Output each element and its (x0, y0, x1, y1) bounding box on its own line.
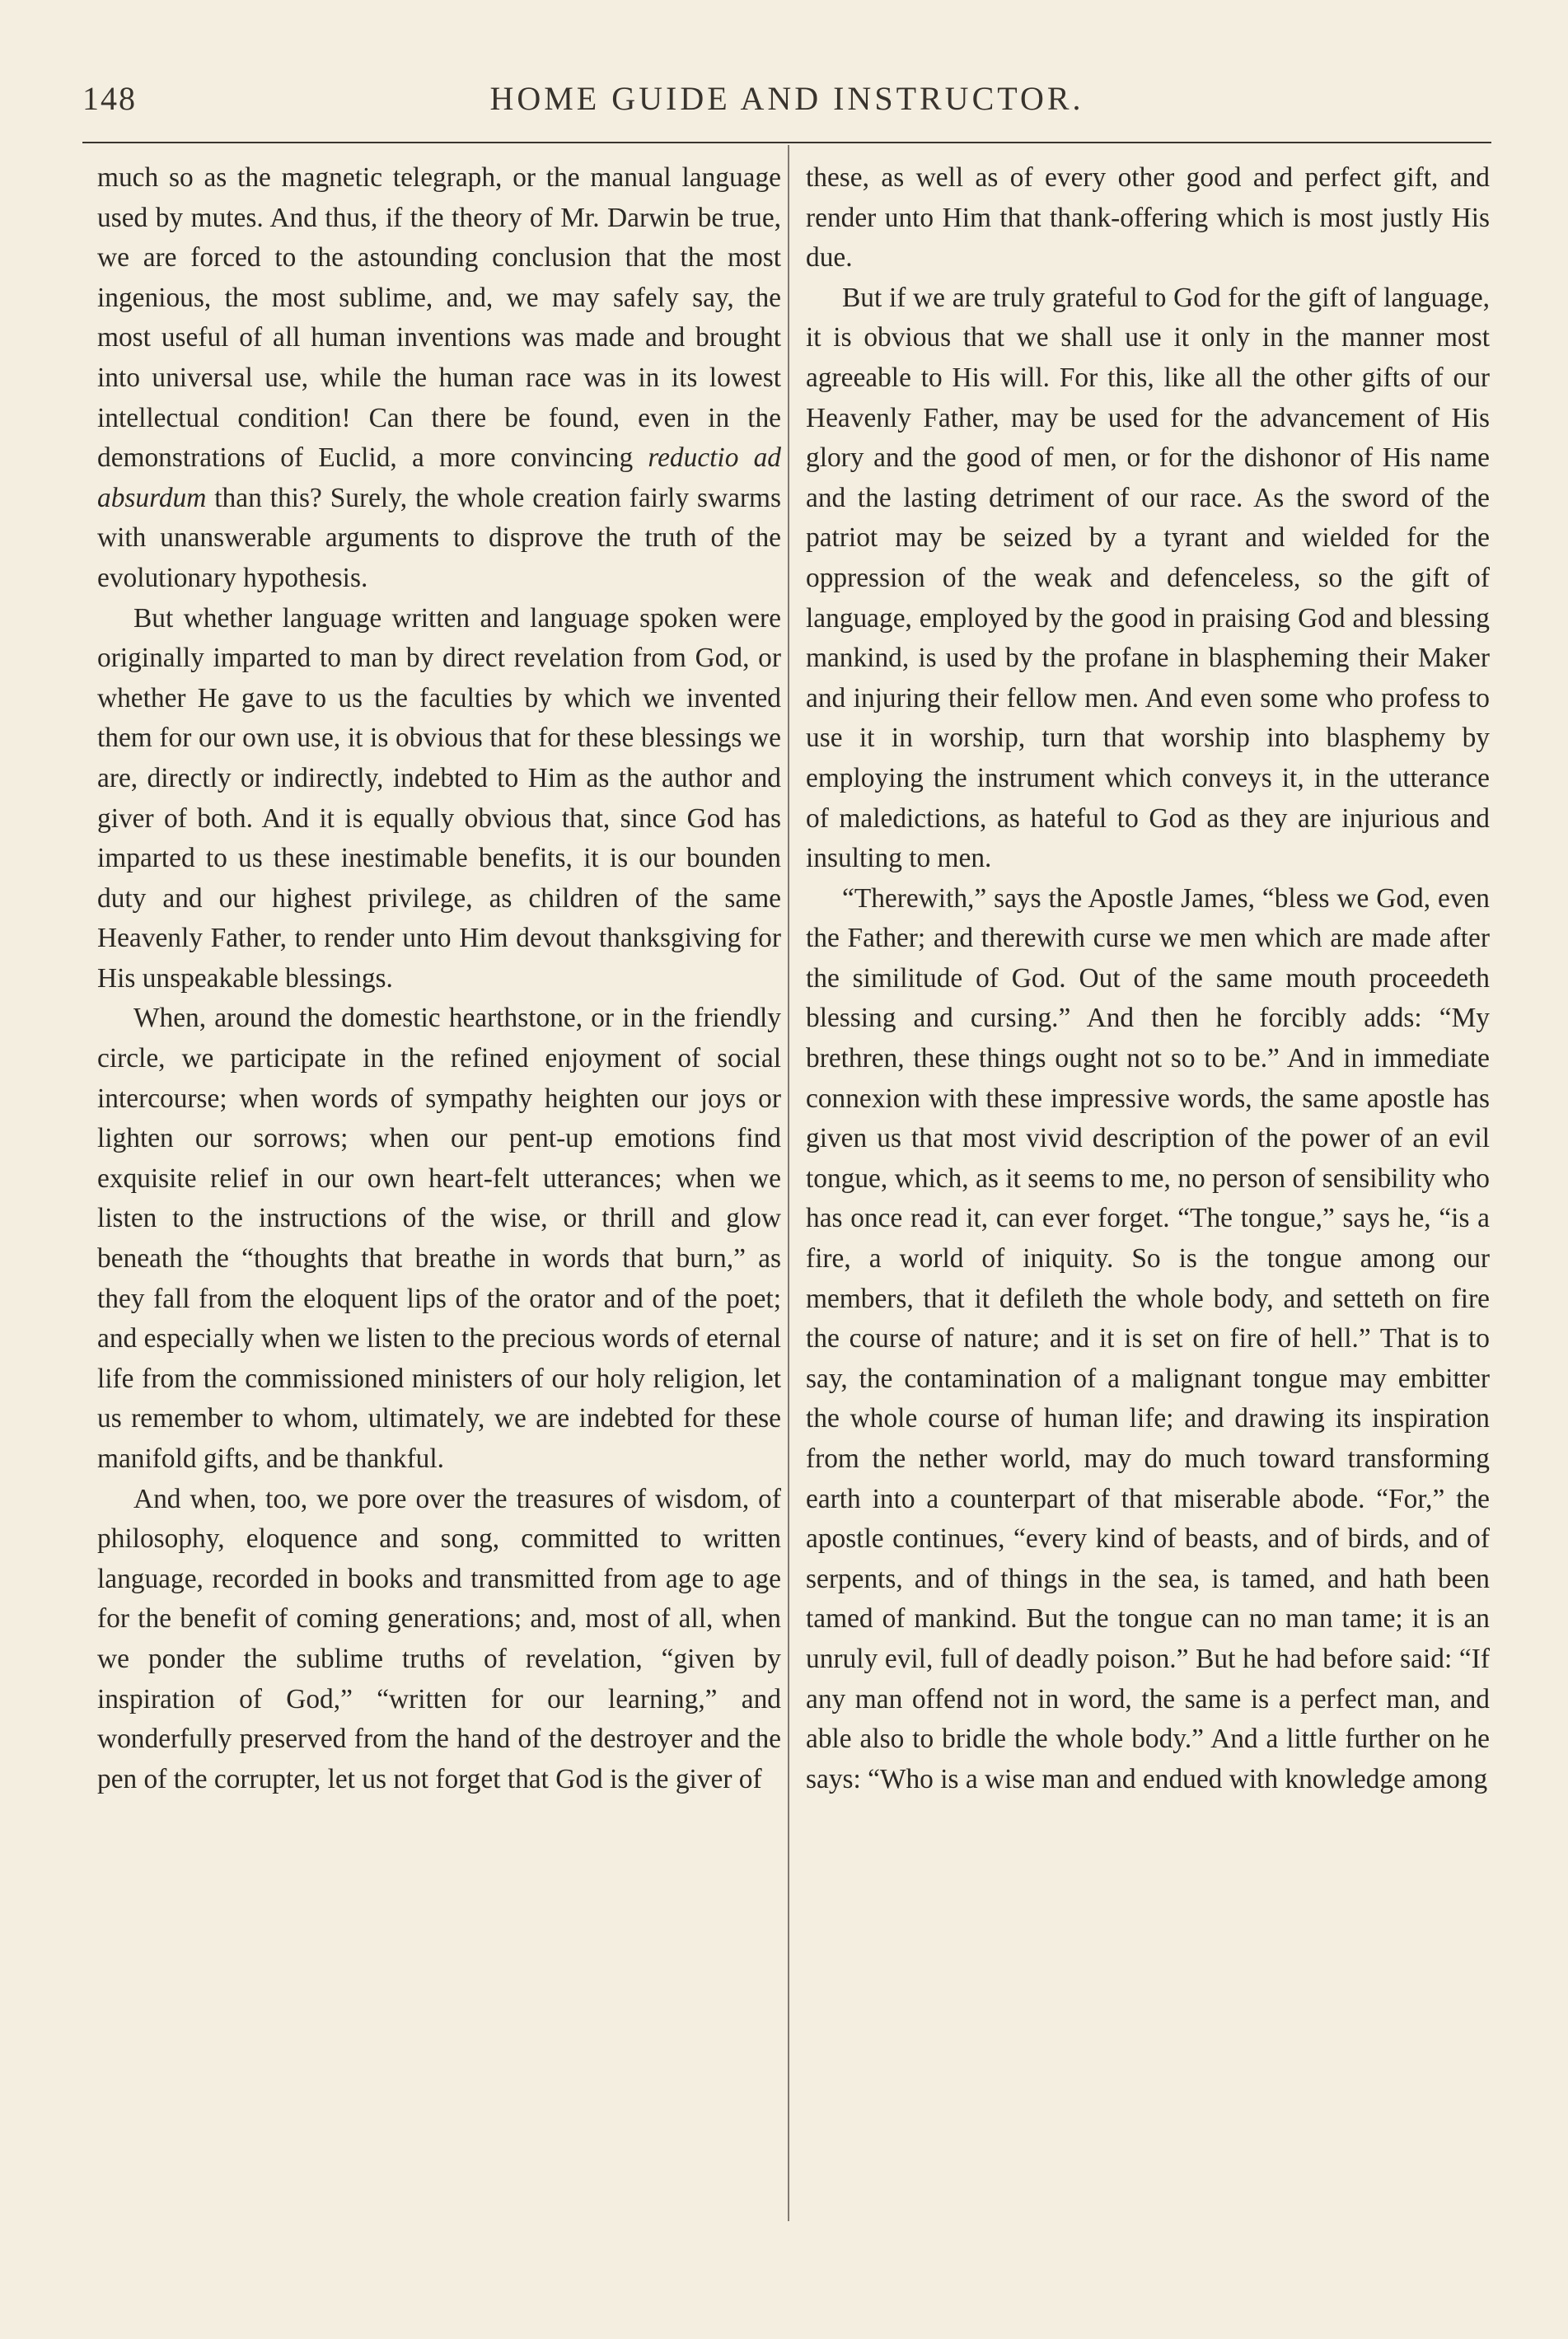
left-paragraph-2: But whether language written and language spoken were originally imparted to man by direct revelation from God, or whether He gave to us the faculties by which we invented them for our own use, it is obvious that for these blessings we are, directly or indirectly, indebted to Him as the author and giver of both. And it is equally obvious that, since God has imparted to us these inestimable benefits, it is our bounden duty and our highest privilege, as children of the same Heavenly Father, to render unto Him devout thanksgiving for His unspeakable blessings. (97, 602, 781, 994)
right-paragraph-3: “Therewith,” says the Apostle James, “bless we God, even the Father; and therewith curse we men which are made after the similitude of God. Out of the same mouth proceedeth blessing and cursing.” And then he forcibly adds: “My brethren, these things ought not so to be.” And in immediate connexion with these impressive words, the same apostle has given us that most vivid description of the power of an evil tongue, which, as it seems to me, no person of sensibility who has once read it, can ever forget. “The tongue,” says he, “is a fire, a world of iniquity. So is the tongue among our members, that it defileth the whole body, and setteth on fire the course of nature; and it is set on fire of hell.” That is to say, the contamination of a malignant tongue may embitter the whole course of human life; and drawing its inspiration from the nether world, may do much toward transforming earth into a counterpart of that miserable abode. “For,” the apostle continues, “every kind of beasts, and of birds, and of serpents, and of things in the sea, is tamed, and hath been tamed of mankind. But the tongue can no man tame; it is an unruly evil, full of deadly poison.” But he had before said: “If any man offend not in word, the same is a perfect man, and able also to bridle the whole body.” And a little further on he says: “Who is a wise man and endued with knowledge among (806, 882, 1490, 1794)
right-paragraph-2: But if we are truly grateful to God for the gift of language, it is obvious that we shall use it only in the manner most agreeable to His will. For this, like all the other gifts of our Heavenly Father, may be used for the advancement of His glory and the good of men, or for the dishonor of His name and the lasting detriment of our race. As the sword of the patriot may be seized by a tyrant and wielded for the oppression of the weak and defenceless, so the gift of language, employed by the good in praising God and blessing mankind, is used by the profane in blaspheming their Maker and injuring their fellow men. And even some who profess to use it in worship, turn that worship into blasphemy by employing the instrument which conveys it, in the utterance of maledictions, as hateful to God as they are injurious and insulting to men. (806, 282, 1490, 874)
left-paragraph-1-text-b: than this? Surely, the whole creation fairly swarms with unanswerable arguments to disprove the truth of the evolutionary hypothesis. (97, 482, 781, 593)
column-rule (788, 145, 789, 2221)
header-rule (82, 142, 1491, 143)
left-paragraph-4: And when, too, we pore over the treasures of wisdom, of philosophy, eloquence and song, committed to written language, recorded in books and transmitted from age to age for the benefit of coming generations; and, most of all, when we ponder the sublime truths of revelation, “given by inspiration of God,” “written for our learning,” and wonderfully preserved from the hand of the destroyer and the pen of the corrupter, let us not forget that God is the giver of (97, 1483, 781, 1794)
left-paragraph-1 (97, 158, 781, 599)
page-header (82, 76, 1491, 125)
running-title: HOME GUIDE AND INSTRUCTOR. (489, 80, 1084, 117)
right-column (806, 158, 1490, 1799)
left-paragraph-3: When, around the domestic hearthstone, or in the friendly circle, we participate in the refined enjoyment of social intercourse; when words of sympathy heighten our joys or lighten our sorrows; when our pent-up emotions find exquisite relief in our own heart-felt utterances; when we listen to the instructions of the wise, or thrill and glow beneath the “thoughts that breathe in words that burn,” as they fall from the eloquent lips of the orator and of the poet; and especially when we listen to the precious words of eternal life from the commissioned ministers of our holy religion, let us remember to whom, ultimately, we are indebted for these manifold gifts, and be thankful. (97, 1003, 781, 1474)
latin-phrase: reductio ad absurdum (97, 442, 781, 513)
left-paragraph-1-text-a: much so as the magnetic telegraph, or the manual language used by mutes. And thus, if the theory of Mr. Darwin be true, we are forced to the astounding conclusion that the most ingenious, the most sublime, and, we may safely say, the most useful of all human inventions was made and brought into universal use, while the human race was in its lowest intellectual condition! Can there be found, even in the demonstrations of Euclid, a more convincing (97, 162, 781, 474)
left-column (97, 158, 781, 1799)
right-paragraph-1: these, as well as of every other good and perfect gift, and render unto Him that thank-offering which is most justly His due. (806, 162, 1490, 274)
page-number: 148 (82, 80, 137, 117)
